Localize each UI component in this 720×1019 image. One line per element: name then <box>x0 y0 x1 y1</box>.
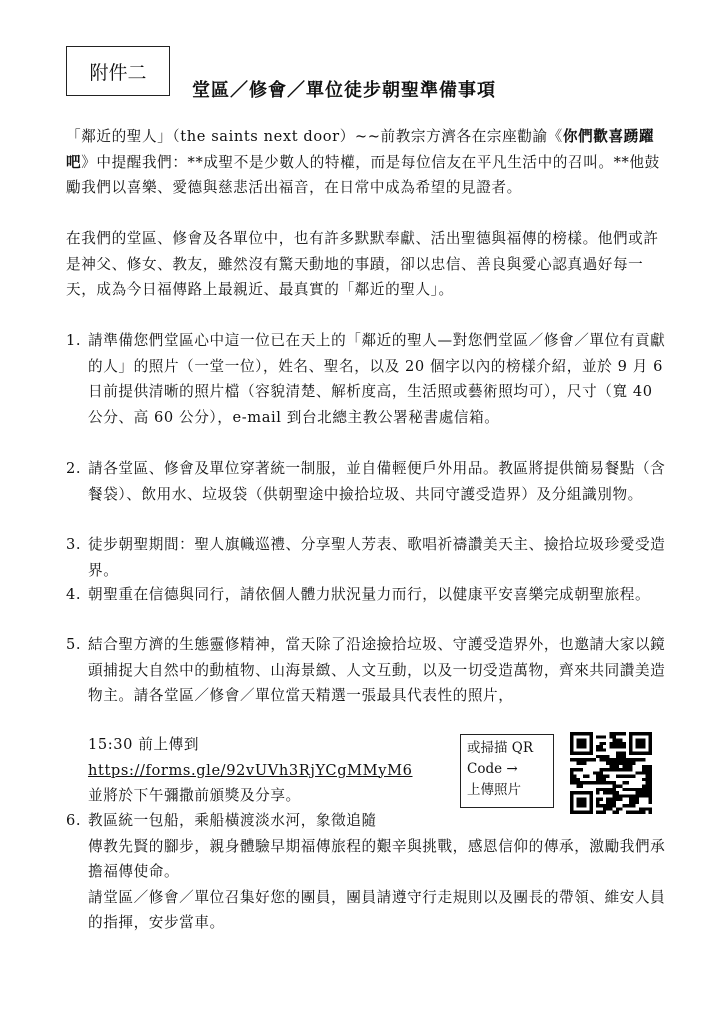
qr-instruction-box: 或掃描 QR Code → 上傳照片 <box>460 734 554 808</box>
intro-paragraph-1: 「鄰近的聖人」（the saints next door）~~前教宗方濟各在宗座勸諭《你們歡喜踴躍吧》中提醒我們：**成聖不是少數人的特權，而是每位信友在平凡生活中的召叫。**他鼓勵我們以喜樂、愛德與慈悲活出福音，在日常中成為希望的見證者。 <box>66 128 660 196</box>
list-item-5: 5. 結合聖方濟的生態靈修精神，當天除了沿途撿拾垃圾、守護受造界外，也邀請大家以鏡頭捕捉大自然中的動植物、山海景緻、人文互動，以及一切受造萬物，齊來共同讚美造物主。請各堂區／修會／單位當天精選一張最具代表性的照片， <box>66 636 666 704</box>
list-item-4: 4. 朝聖重在信德與同行，請依個人體力狀況量力而行，以健康平安喜樂完成朝聖旅程。 <box>66 586 651 603</box>
list-item-5-upload: 15:30 前上傳到 https://forms.gle/92vUVh3RjYCgMMyM6 並將於下午彌撒前頒獎及分享。 <box>66 732 666 809</box>
intro-paragraph-2: 在我們的堂區、修會及各單位中，也有許多默默奉獻、活出聖德與福傳的榜樣。他們或許是神父、修女、教友，雖然沒有驚天動地的事蹟，卻以忠信、善良與愛心認真過好每一天，成為今日福傳路上最親近、最真實的「鄰近的聖人」。 <box>66 230 659 298</box>
list-item-1: 1. 請準備您們堂區心中這一位已在天上的「鄰近的聖人—對您們堂區／修會／單位有貢獻的人」的照片（一堂一位），姓名、聖名，以及 20 個字以內的榜樣介紹，並於 9 月 6 日前提供清晰的照片檔（容貌清楚、解析度高，生活照或藝術照均可），尺寸（寬 40 公分、高 60 公分），e-mail 到台北總主教公署秘書處信箱。 <box>66 332 666 426</box>
qr-code[interactable] <box>570 732 652 814</box>
document-title: 堂區／修會／單位徒步朝聖準備事項 <box>192 80 496 101</box>
attachment-tag: 附件二 <box>66 46 170 96</box>
list-item-2: 2. 請各堂區、修會及單位穿著統一制服，並自備輕便戶外用品。教區將提供簡易餐點（含餐袋）、飲用水、垃圾袋（供朝聖途中撿拾垃圾、共同守護受造界）及分組識別物。 <box>66 460 666 503</box>
list-item-6: 6. 教區統一包船，乘船橫渡淡水河，象徵追隨 傳教先賢的腳步，親身體驗早期福傳旅程的艱辛與挑戰，感恩信仰的傳承，激勵我們承擔福傳使命。 請堂區／修會／單位召集好您的團員，團員請遵守行走規則以及團長的帶領、維安人員的指揮，安步當車。 <box>66 812 666 931</box>
upload-form-link[interactable]: https://forms.gle/92vUVh3RjYCgMMyM6 <box>88 761 413 779</box>
list-item-3: 3. 徒步朝聖期間：聖人旗幟巡禮、分享聖人芳表、歌唱祈禱讚美天主、撿拾垃圾珍愛受造界。 <box>66 536 666 579</box>
